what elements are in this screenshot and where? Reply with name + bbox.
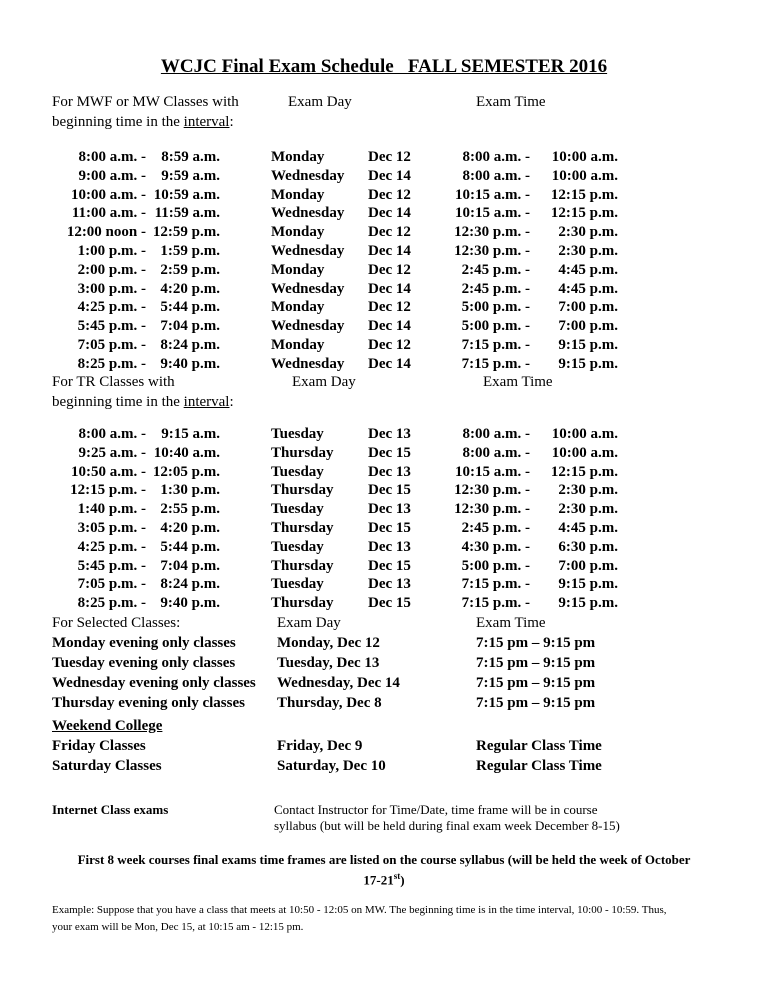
mwf-interval-end: 9:59 a.m. <box>161 167 220 184</box>
tr-exam-date: Dec 15 <box>368 519 411 536</box>
tr-interval-start: 8:25 p.m. - <box>77 595 146 612</box>
tr-interval-start: 1:40 p.m. - <box>77 501 146 518</box>
mwf-interval-start: 7:05 p.m. - <box>77 336 146 353</box>
tr-header-underlined: interval <box>183 394 230 410</box>
tr-interval-end: 7:04 p.m. <box>160 557 220 574</box>
mwf-exam-day: Monday <box>271 299 325 316</box>
tr-exam-day: Thursday <box>271 444 334 461</box>
selected-exam-time: 7:15 pm – 9:15 pm <box>476 675 596 691</box>
eight-week-date: 17-21 <box>363 872 394 888</box>
tr-exam-time-start: 10:15 a.m. - <box>455 463 530 480</box>
tr-header-suffix: : <box>229 394 234 410</box>
mwf-exam-date: Dec 12 <box>368 299 411 316</box>
mwf-exam-day-label: Exam Day <box>288 94 352 110</box>
mwf-exam-date: Dec 14 <box>368 318 411 335</box>
tr-exam-time-start: 5:00 p.m. - <box>461 557 530 574</box>
weekend-exam-time: Regular Class Time <box>476 758 602 774</box>
tr-header <box>52 372 234 412</box>
mwf-end-column <box>140 148 220 374</box>
tr-exam-day: Thursday <box>271 519 334 536</box>
eight-week-line1: First 8 week courses final exams time frames are listed on the course syllabus (will be held the week of October <box>77 852 691 867</box>
mwf-interval-end: 8:24 p.m. <box>160 336 220 353</box>
tr-day-column <box>271 425 371 613</box>
internet-label: Internet Class exams <box>52 802 169 817</box>
mwf-interval-end: 11:59 a.m. <box>154 205 220 222</box>
weekend-days <box>277 736 386 776</box>
tr-exam-date: Dec 15 <box>368 482 411 499</box>
mwf-exam-date: Dec 14 <box>368 242 411 259</box>
mwf-interval-end: 1:59 p.m. <box>160 242 220 259</box>
selected-times <box>476 633 595 713</box>
eight-week-close: ) <box>400 872 405 888</box>
mwf-exam-date: Dec 14 <box>368 355 411 372</box>
mwf-interval-end: 9:40 p.m. <box>160 355 220 372</box>
tr-interval-end: 12:05 p.m. <box>152 463 220 480</box>
mwf-header-suffix: : <box>229 114 234 130</box>
weekend-section <box>52 716 162 776</box>
mwf-exam-time-start: 2:45 p.m. - <box>461 280 530 297</box>
internet-note-line2: syllabus (but will be held during final exam week December 8-15) <box>274 818 620 833</box>
selected-class-label: Tuesday evening only classes <box>52 655 236 671</box>
mwf-exam-date: Dec 14 <box>368 205 411 222</box>
mwf-exam-date: Dec 12 <box>368 149 411 165</box>
weekend-exam-day: Friday, Dec 9 <box>277 738 363 754</box>
tr-exam-date: Dec 15 <box>368 557 411 574</box>
tr-exam-date: Dec 13 <box>368 463 411 480</box>
mwf-interval-end: 10:59 a.m. <box>153 186 220 203</box>
example-line1: Example: Suppose that you have a class that meets at 10:50 - 12:05 on MW. The beginning time is in the time interval, 10:00 - 10:59. Thus, <box>52 904 667 916</box>
selected-class-label: Thursday evening only classes <box>52 695 245 711</box>
tr-exam-time-end: 7:00 p.m. <box>558 557 618 574</box>
tr-table <box>0 425 768 615</box>
tr-exam-time-start: 4:30 p.m. - <box>461 538 530 555</box>
tr-interval-end: 1:30 p.m. <box>160 482 220 499</box>
tr-header-prefix: beginning time in the <box>52 394 184 410</box>
mwf-exam-date: Dec 12 <box>368 224 411 241</box>
mwf-exam-date: Dec 14 <box>368 167 411 184</box>
mwf-interval-start: 1:00 p.m. - <box>77 242 146 259</box>
mwf-exam-time-start: 8:00 a.m. - <box>462 167 530 184</box>
tr-exam-time-end: 12:15 p.m. <box>550 463 618 480</box>
tr-start-column <box>40 425 146 613</box>
tr-interval-end: 2:55 p.m. <box>160 501 220 518</box>
mwf-exam-day: Wednesday <box>271 280 345 297</box>
tr-exam-time-end: 2:30 p.m. <box>558 482 618 499</box>
tr-exam-day: Tuesday <box>271 576 324 593</box>
tr-header-line1: For TR Classes with <box>52 374 175 390</box>
eight-week-suffix: st <box>393 871 401 881</box>
mwf-exam-time-end: 10:00 a.m. <box>551 167 618 184</box>
selected-days <box>277 633 400 713</box>
tr-exam-time-end: 10:00 a.m. <box>551 426 618 442</box>
mwf-exam-time-end: 2:30 p.m. <box>558 224 618 241</box>
tr-exam-date: Dec 13 <box>368 576 411 593</box>
tr-exam-day: Tuesday <box>271 538 324 555</box>
mwf-interval-end: 2:59 p.m. <box>160 261 220 278</box>
mwf-exam-day: Wednesday <box>271 167 345 184</box>
mwf-exam-day: Monday <box>271 336 325 353</box>
mwf-interval-start: 2:00 p.m. - <box>77 261 146 278</box>
tr-exam-date: Dec 15 <box>368 444 411 461</box>
mwf-exam-day: Monday <box>271 261 325 278</box>
mwf-exam-time-end: 10:00 a.m. <box>551 149 618 165</box>
tr-interval-start: 5:45 p.m. - <box>77 557 146 574</box>
mwf-interval-start: 3:00 p.m. - <box>77 280 146 297</box>
mwf-header-line2 <box>52 112 239 132</box>
tr-interval-end: 4:20 p.m. <box>160 519 220 536</box>
weekend-exam-time: Regular Class Time <box>476 738 602 754</box>
selected-exam-time: 7:15 pm – 9:15 pm <box>476 635 596 651</box>
internet-note-line1: Contact Instructor for Time/Date, time frame will be in course <box>274 802 598 817</box>
example-note <box>52 902 666 936</box>
weekend-header: Weekend College <box>52 718 163 734</box>
selected-header: For Selected Classes: <box>52 615 181 631</box>
tr-exam-day-label: Exam Day <box>292 374 356 390</box>
selected-labels <box>52 633 256 713</box>
selected-exam-day-label: Exam Day <box>277 615 341 631</box>
tr-end-column <box>140 425 220 613</box>
mwf-exam-day: Wednesday <box>271 318 345 335</box>
selected-exam-time: 7:15 pm – 9:15 pm <box>476 695 596 711</box>
tr-interval-start: 7:05 p.m. - <box>77 576 146 593</box>
mwf-exam-time-end: 9:15 p.m. <box>558 336 618 353</box>
tr-exam-day: Tuesday <box>271 463 324 480</box>
tr-exam-day: Thursday <box>271 595 334 612</box>
weekend-class-label: Saturday Classes <box>52 758 162 774</box>
tr-exam-day: Tuesday <box>271 501 324 518</box>
mwf-interval-end: 12:59 p.m. <box>152 224 220 241</box>
mwf-exam-time-end: 12:15 p.m. <box>550 186 618 203</box>
mwf-exam-date: Dec 12 <box>368 336 411 353</box>
mwf-header-line1: For MWF or MW Classes with <box>52 94 239 110</box>
selected-exam-time-label: Exam Time <box>476 615 546 631</box>
mwf-exam-time-start: 5:00 p.m. - <box>461 318 530 335</box>
tr-exam-time-label: Exam Time <box>483 374 553 390</box>
tr-exam-day: Thursday <box>271 557 334 574</box>
mwf-exam-time-start: 10:15 a.m. - <box>455 205 530 222</box>
mwf-exam-day: Wednesday <box>271 242 345 259</box>
mwf-exam-time-start: 12:30 p.m. - <box>454 224 530 241</box>
weekend-exam-day: Saturday, Dec 10 <box>277 758 386 774</box>
tr-header-line2 <box>52 392 234 412</box>
mwf-interval-start: 5:45 p.m. - <box>77 318 146 335</box>
tr-exam-time-start: 8:00 a.m. - <box>462 444 530 461</box>
weekend-class-label: Friday Classes <box>52 738 146 754</box>
mwf-exam-time-start: 7:15 p.m. - <box>461 336 530 353</box>
mwf-exam-date: Dec 12 <box>368 186 411 203</box>
tr-exam-time-end: 4:45 p.m. <box>558 519 618 536</box>
tr-interval-start: 8:00 a.m. - <box>78 426 146 442</box>
mwf-interval-start: 8:00 a.m. - <box>78 149 146 165</box>
mwf-exam-time-start: 10:15 a.m. - <box>455 186 530 203</box>
selected-exam-day: Thursday, Dec 8 <box>277 695 382 711</box>
tr-exam-time-start: 7:15 p.m. - <box>461 576 530 593</box>
mwf-exam-day: Monday <box>271 186 325 203</box>
mwf-exam-time-start: 12:30 p.m. - <box>454 242 530 259</box>
mwf-exam-day: Monday <box>271 149 325 165</box>
page-title: WCJC Final Exam Schedule FALL SEMESTER 2016 <box>160 56 608 77</box>
tr-exam-day: Thursday <box>271 482 334 499</box>
tr-interval-start: 4:25 p.m. - <box>77 538 146 555</box>
mwf-exam-time-start: 7:15 p.m. - <box>461 355 530 372</box>
tr-exam-time-end: 2:30 p.m. <box>558 501 618 518</box>
mwf-header-underlined: interval <box>183 114 230 130</box>
mwf-header-prefix: beginning time in the <box>52 114 184 130</box>
mwf-interval-start: 8:25 p.m. - <box>77 355 146 372</box>
selected-class-label: Monday evening only classes <box>52 635 236 651</box>
tr-time-end-column <box>530 425 618 613</box>
mwf-interval-start: 12:00 noon - <box>66 224 146 241</box>
tr-exam-time-start: 8:00 a.m. - <box>462 426 530 442</box>
tr-exam-date: Dec 13 <box>368 501 411 518</box>
tr-exam-time-start: 12:30 p.m. - <box>454 482 530 499</box>
tr-exam-time-start: 7:15 p.m. - <box>461 595 530 612</box>
tr-interval-end: 9:15 a.m. <box>161 426 220 442</box>
mwf-exam-time-end: 2:30 p.m. <box>558 242 618 259</box>
mwf-exam-time-label: Exam Time <box>476 94 546 110</box>
selected-exam-time: 7:15 pm – 9:15 pm <box>476 655 596 671</box>
example-line2: your exam will be Mon, Dec 15, at 10:15 am - 12:15 pm. <box>52 921 304 933</box>
tr-exam-date: Dec 13 <box>368 538 411 555</box>
selected-class-label: Wednesday evening only classes <box>52 675 256 691</box>
tr-exam-date: Dec 15 <box>368 595 411 612</box>
tr-exam-time-end: 10:00 a.m. <box>551 444 618 461</box>
mwf-interval-start: 10:00 a.m. - <box>71 186 146 203</box>
mwf-header <box>52 92 239 132</box>
mwf-exam-date: Dec 12 <box>368 261 411 278</box>
mwf-exam-time-start: 5:00 p.m. - <box>461 299 530 316</box>
tr-interval-end: 9:40 p.m. <box>160 595 220 612</box>
mwf-exam-day: Monday <box>271 224 325 241</box>
mwf-exam-time-start: 2:45 p.m. - <box>461 261 530 278</box>
tr-interval-end: 8:24 p.m. <box>160 576 220 593</box>
weekend-labels <box>52 736 162 776</box>
mwf-exam-day: Wednesday <box>271 205 345 222</box>
mwf-exam-time-end: 12:15 p.m. <box>550 205 618 222</box>
mwf-exam-time-end: 7:00 p.m. <box>558 299 618 316</box>
tr-interval-end: 5:44 p.m. <box>160 538 220 555</box>
weekend-times <box>476 736 602 776</box>
mwf-exam-day: Wednesday <box>271 355 345 372</box>
mwf-day-column <box>271 148 371 374</box>
tr-exam-time-end: 9:15 p.m. <box>558 595 618 612</box>
mwf-exam-time-end: 4:45 p.m. <box>558 280 618 297</box>
mwf-interval-start: 4:25 p.m. - <box>77 299 146 316</box>
tr-exam-time-start: 12:30 p.m. - <box>454 501 530 518</box>
tr-interval-start: 10:50 a.m. - <box>71 463 146 480</box>
tr-interval-start: 12:15 p.m. - <box>70 482 146 499</box>
selected-exam-day: Tuesday, Dec 13 <box>277 655 380 671</box>
tr-exam-date: Dec 13 <box>368 426 411 442</box>
tr-interval-end: 10:40 a.m. <box>153 444 220 461</box>
mwf-interval-end: 5:44 p.m. <box>160 299 220 316</box>
tr-interval-start: 3:05 p.m. - <box>77 519 146 536</box>
mwf-exam-time-end: 4:45 p.m. <box>558 261 618 278</box>
mwf-interval-end: 8:59 a.m. <box>161 149 220 165</box>
selected-day-column <box>277 613 400 713</box>
internet-note <box>274 802 620 834</box>
mwf-time-end-column <box>530 148 618 374</box>
mwf-start-column <box>40 148 146 374</box>
tr-exam-day: Tuesday <box>271 426 324 442</box>
selected-time-column <box>476 613 595 713</box>
tr-interval-start: 9:25 a.m. - <box>78 444 146 461</box>
tr-exam-time-start: 2:45 p.m. - <box>461 519 530 536</box>
mwf-interval-start: 9:00 a.m. - <box>78 167 146 184</box>
tr-exam-time-end: 9:15 p.m. <box>558 576 618 593</box>
mwf-interval-end: 7:04 p.m. <box>160 318 220 335</box>
mwf-exam-time-end: 7:00 p.m. <box>558 318 618 335</box>
mwf-exam-time-end: 9:15 p.m. <box>558 355 618 372</box>
selected-section <box>52 613 256 713</box>
selected-exam-day: Monday, Dec 12 <box>277 635 380 651</box>
selected-exam-day: Wednesday, Dec 14 <box>277 675 400 691</box>
mwf-time-start-column <box>418 148 530 374</box>
tr-time-start-column <box>418 425 530 613</box>
eight-week-line2 <box>30 868 738 888</box>
mwf-interval-start: 11:00 a.m. - <box>71 205 146 222</box>
mwf-exam-time-start: 8:00 a.m. - <box>462 149 530 165</box>
eight-week-note <box>30 852 738 888</box>
tr-exam-time-end: 6:30 p.m. <box>558 538 618 555</box>
mwf-interval-end: 4:20 p.m. <box>160 280 220 297</box>
mwf-exam-date: Dec 14 <box>368 280 411 297</box>
mwf-table <box>0 148 768 378</box>
